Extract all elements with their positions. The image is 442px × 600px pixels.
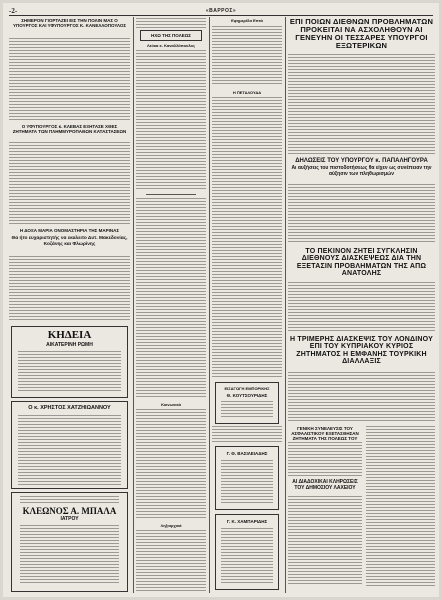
page-number: -2- (9, 7, 18, 15)
import-name: Θ. ΚΟΥΤΣΟΥΡΙΔΗΣ (226, 393, 268, 398)
headline-geneva: ΕΠΙ ΠΟΙΩΝ ΔΙΕΘΝΩΝ ΠΡΟΒΛΗΜΑΤΩΝ ΠΡΟΚΕΙΤΑΙ ΝΑ ΑΣΧΟΛΗΘΟΥΝ ΑΙ ΓΕΝΕΥΗΝ ΟΙ ΤΕΣΣΑΡΕΣ ΥΠΟΥΡΓΟΙ ΕΞΩΤΕΡΙΚΩΝ (289, 18, 434, 50)
headline-insurance-assembly: ΓΕΝΙΚΗ ΣΥΝΕΛΕΥΣΙΣ ΤΟΥ ΑΣΦΑΛΙΣΤΙΚΟΥ ΕΞΕΤΑΣΘΗΣΑΝ ΖΗΤΗΜΑΤΑ ΤΗΣ ΠΟΛΕΩΣ ΤΟΥ (291, 426, 359, 442)
column-right (288, 18, 435, 594)
column-left (9, 18, 130, 594)
column-third (212, 18, 282, 594)
shop-name: Γ. Θ. ΒΑΣΙΛΕΙΑΔΗΣ (226, 451, 268, 456)
import-title: ΕΙΣΑΓΩΓΗ ΕΜΠΟΡΙΚΗΣ (224, 386, 270, 391)
subheadline-credit: Αι αυξήσεις του πιστοδοτήσεως θα είχεν ως συνέπειαν την αύξησιν των πληθωρισμών (291, 165, 432, 177)
article-body (366, 426, 435, 586)
article-body (9, 38, 130, 120)
side-heading: Λεύκα κ. Καναλλόπουλος (146, 43, 196, 48)
newspaper-name: «ΒΑΡΡΟΣ» (205, 8, 237, 14)
column-rule (209, 17, 210, 593)
import-advert (215, 382, 279, 424)
article-body (212, 426, 282, 442)
section-social: Κοινωνικά (161, 402, 181, 407)
section-registry: Ληξιαρχικά (160, 523, 182, 528)
headline-celebration: ΣΗΜΕΡΟΝ ΓΙΟΡΤΑΖΕΙ ΕΙΣ ΤΗΝ ΠΟΛΙΝ ΜΑΣ Ο ΥΠΟΥΡΓΟΣ ΚΑΙ ΥΦΥΠΟΥΡΓΟΣ Κ. ΚΑΝΕΛΛΟΠΟΥΛΟΣ (12, 18, 127, 29)
doctor-advert (11, 401, 128, 489)
article-body (9, 256, 130, 322)
article-body (288, 184, 435, 244)
lottery-results (288, 496, 362, 586)
funeral-notice (11, 326, 128, 398)
article-body (136, 530, 206, 592)
clinic-text (20, 525, 119, 585)
merchant-name: Γ. Κ. ΧΑΜΠΑΡΙΔΗΣ (226, 519, 268, 524)
article-body (136, 50, 206, 190)
subheadline-macedonia: Θα ήτο ευχαριστητής να εκαλειτο Δυτ. Μακεδονίας, Κοζάνης και Φλωρίνης (11, 236, 128, 247)
city-echo-box (140, 30, 202, 41)
merchant-advert (215, 514, 279, 590)
headline-deputy-minister: Ο ΥΦΥΠΟΥΡΓΟΣ κ. ΚΛΕΒΑΣ ΕΞΗΤΑΣΕ ΧΘΕΣ ΖΗΤΗΜΑΤΑ ΤΩΝ ΠΛΗΜΜΥΡΟΠΑΘΩΝ ΚΑΤΑΣΤΑΣΕΩΝ (12, 124, 127, 135)
headline-beijing: ΤΟ ΠΕΚΙΝΟΝ ΖΗΤΕΙ ΣΥΓΚΛΗΣΙΝ ΔΙΕΘΝΟΥΣ ΔΙΑΣΚΕΨΕΩΣ ΔΙΑ ΤΗΝ ΕΞΕΤΑΣΙΝ ΠΡΟΒΛΗΜΑΤΩΝ ΤΗΣ ΑΠΩ ΑΝΑΤΟΛΗΣ (296, 248, 427, 278)
clinic-header-text (20, 496, 119, 504)
doctor-text (18, 415, 121, 485)
column-city-news (136, 18, 206, 594)
funeral-name: ΑΙΚΑΤΕΡΙΝΗ ΡΩΜΗ (46, 342, 93, 348)
headline-minister-statements: ΔΗΛΩΣΕΙΣ ΤΟΥ ΥΠΟΥΡΓΟΥ κ. ΠΑΠΑΛΗΓΟΥΡΑ (295, 158, 428, 164)
clinic-role: ΙΑΤΡΟΥ (60, 516, 79, 522)
headline-lottery: ΑΙ ΔΙΑΔΟΧΙΚΑΙ ΚΛΗΡΩΣΕΙΣ ΤΟΥ ΔΗΜΟΣΙΟΥ ΛΑΧΕΙΟΥ (292, 479, 358, 491)
article-body (136, 198, 206, 398)
shop-advert (215, 446, 279, 510)
article-body (212, 26, 282, 86)
side-heading: Η ΠΕΤΑΛΟΥΔΑ (232, 90, 262, 95)
article-body (288, 54, 435, 154)
headline-london-conference: Η ΤΡΙΜΕΡΗΣ ΔΙΑΣΚΕΨΙΣ ΤΟΥ ΛΟΝΔΙΝΟΥ ΕΠΙ ΤΟΥ ΚΥΠΡΙΑΚΟΥ ΚΥΡΙΟΣ ΖΗΤΗΜΑΤΟΣ Η ΕΜΦΑΝΗΣ ΤΟΥΡΚΙΚΗ ΔΙΑΛΛΑΞΙΣ (290, 336, 433, 366)
headline-name-day: Η ΔΟΞΑ ΜΑΡΙΑ ΟΝΟΜΑΣΤΗΡΙΑ ΤΗΣ ΜΑΡΙΝΑΣ (19, 228, 120, 233)
column-rule (285, 17, 286, 593)
newspaper-page (3, 3, 439, 597)
article-body (288, 442, 362, 476)
stamp-heading: Εφημερίδα Επτά (231, 18, 263, 23)
clinic-advert (11, 492, 128, 592)
clinic-name: ΚΛΕΩΝΟΣ Α. ΜΠΑΛΑ (22, 506, 117, 516)
masthead-rule (9, 15, 433, 16)
column-rule (133, 17, 134, 593)
funeral-text (18, 351, 121, 391)
article-body (136, 18, 206, 28)
article-body (136, 409, 206, 519)
article-body (9, 142, 130, 224)
article-body (212, 97, 282, 377)
article-body (288, 282, 435, 332)
city-echo-title: ΗΧΩ ΤΗΣ ΠΟΛΕΩΣ (151, 33, 191, 38)
article-body (288, 372, 435, 422)
funeral-title: ΚΗΔΕΙΑ (47, 329, 92, 341)
doctor-name: Ο κ. ΧΡΗΣΤΟΣ ΧΑΤΖΗΙΩΑΝΝΟΥ (28, 405, 111, 411)
